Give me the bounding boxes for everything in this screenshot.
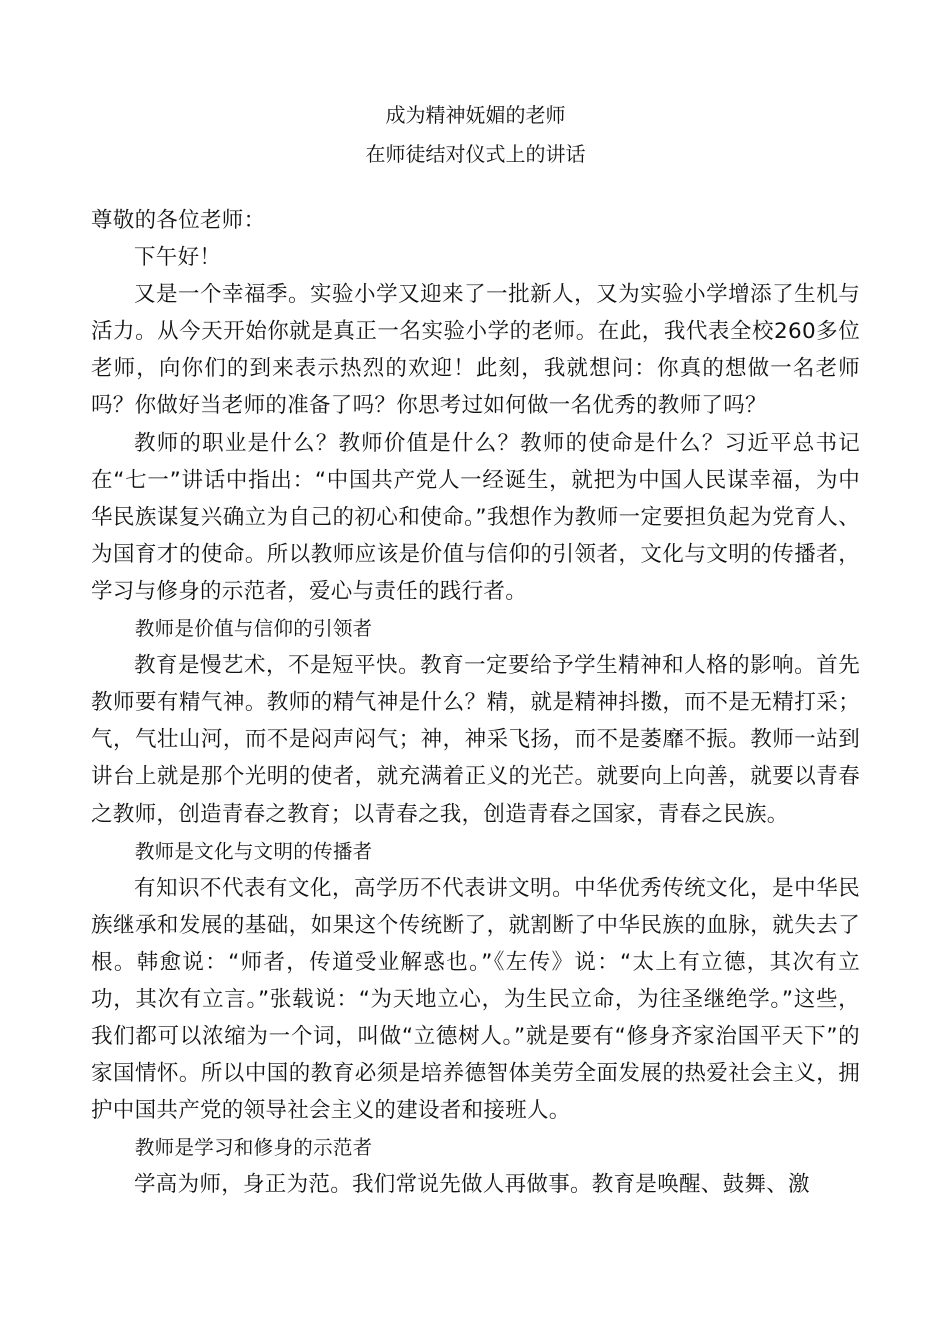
section-heading: 教师是文化与文明的传播者 — [134, 839, 373, 863]
salutation: 尊敬的各位老师： — [91, 208, 266, 233]
title-block — [91, 96, 860, 174]
body-paragraph: 教师的职业是什么？教师价值是什么？教师的使命是什么？习近平总书记在“七一”讲话中指出：“中国共产党人一经诞生，就把为中国人民谋幸福，为中华民族谋复兴确立为自己的初心和使命。”我想作为教师一定要担负起为党育人、为国育才的使命。所以教师应该是价值与信仰的引领者，文化与文明的传播者，学习与修身的示范者，爱心与责任的践行者。 — [91, 430, 860, 604]
greeting-paragraph: 下午好！ — [134, 245, 222, 271]
document-subtitle: 在师徒结对仪式上的讲话 — [365, 142, 586, 166]
section-heading: 教师是价值与信仰的引领者 — [134, 617, 373, 641]
body-paragraph: 教育是慢艺术，不是短平快。教育一定要给予学生精神和人格的影响。首先教师要有精气神。教师的精气神是什么？精，就是精神抖擞，而不是无精打采；气，气壮山河，而不是闷声闷气；神，神采飞扬，而不是萎靡不振。教师一站到讲台上就是那个光明的使者，就充满着正义的光芒。就要向上向善，就要以青春之教师，创造青春之教育；以青春之我，创造青春之国家，青春之民族。 — [91, 653, 860, 827]
body-paragraph: 学高为师，身正为范。我们常说先做人再做事。教育是唤醒、鼓舞、激 — [134, 1172, 810, 1198]
body-paragraph: 又是一个幸福季。实验小学又迎来了一批新人，又为实验小学增添了生机与活力。从今天开始你就是真正一名实验小学的老师。在此，我代表全校260多位老师，向你们的到来表示热烈的欢迎！此刻，我就想问：你真的想做一名老师吗？你做好当老师的准备了吗？你思考过如何做一名优秀的教师了吗？ — [91, 282, 860, 419]
body-paragraph: 有知识不代表有文化，高学历不代表讲文明。中华优秀传统文化，是中华民族继承和发展的基础，如果这个传统断了，就割断了中华民族的血脉，就失去了根。韩愈说：“师者，传道受业解惑也。”《左传》说：“太上有立德，其次有立功，其次有立言。”张载说：“为天地立心，为生民立命，为往圣继绝学。”这些，我们都可以浓缩为一个词，叫做“立德树人。”就是要有“修身齐家治国平天下”的家国情怀。所以中国的教育必须是培养德智体美劳全面发展的热爱社会主义，拥护中国共产党的领导社会主义的建设者和接班人。 — [91, 875, 860, 1124]
section-heading: 教师是学习和修身的示范者 — [134, 1136, 373, 1160]
document-title: 成为精神妩媚的老师 — [385, 103, 566, 127]
speech-body — [91, 202, 860, 1204]
